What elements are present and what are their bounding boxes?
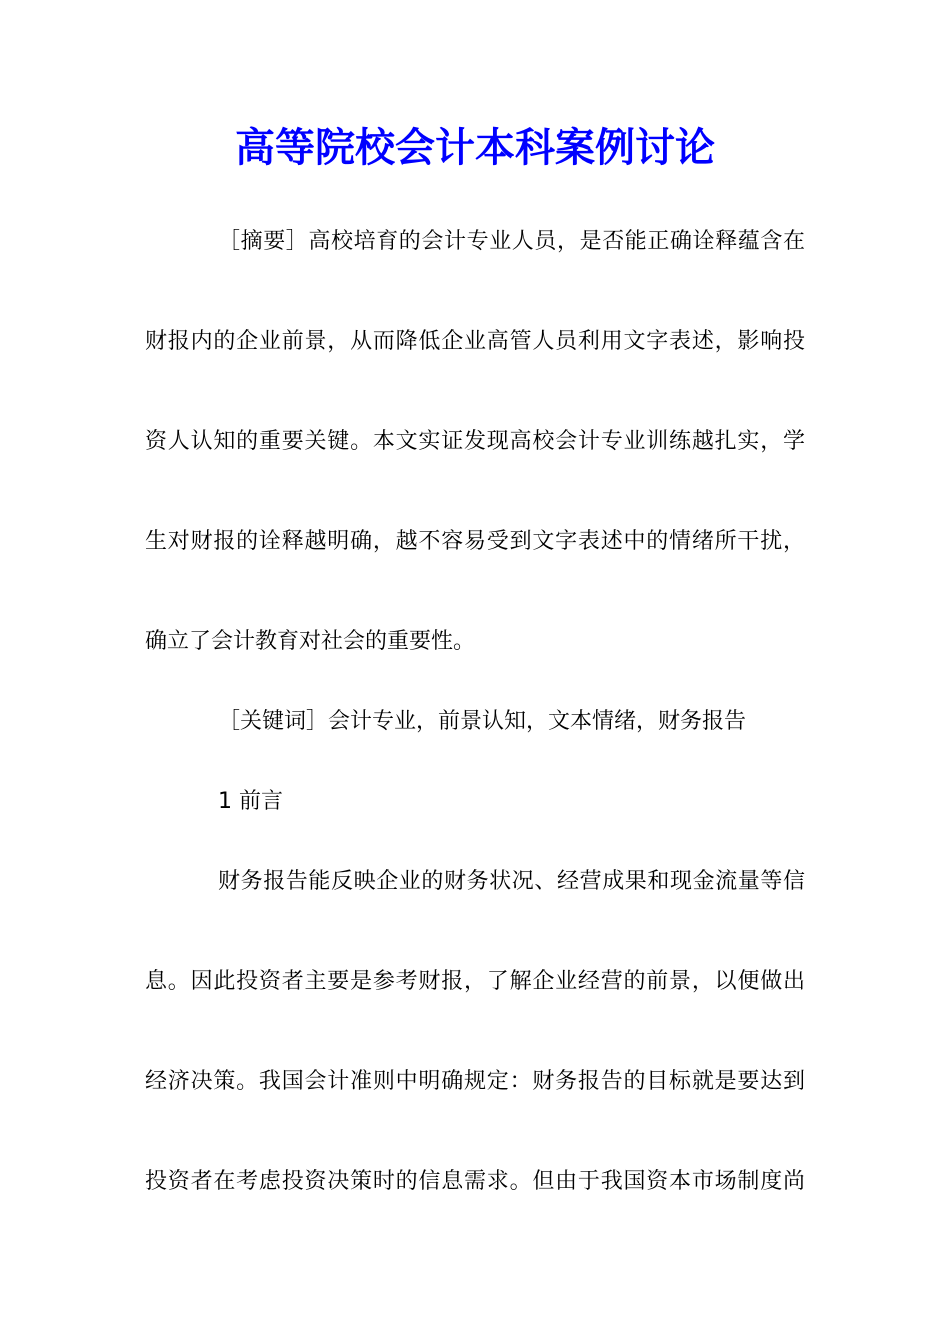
- keywords-line: ［关键词］会计专业，前景认知，文本情绪，财务报告: [218, 709, 747, 734]
- abstract-line: 确立了会计教育对社会的重要性。: [145, 629, 476, 654]
- body-line: 投资者在考虑投资决策时的信息需求。但由于我国资本市场制度尚: [145, 1169, 805, 1194]
- abstract-line: 财报内的企业前景，从而降低企业高管人员利用文字表述，影响投: [145, 329, 805, 354]
- body-line: 息。因此投资者主要是参考财报，了解企业经营的前景，以便做出: [145, 969, 805, 994]
- section-heading: 1 前言: [218, 789, 283, 814]
- body-line: 财务报告能反映企业的财务状况、经营成果和现金流量等信: [218, 869, 805, 894]
- document-title: 高等院校会计本科案例讨论: [235, 124, 715, 171]
- abstract-line: ［摘要］高校培育的会计专业人员，是否能正确诠释蕴含在: [218, 229, 805, 254]
- abstract-line: 资人认知的重要关键。本文实证发现高校会计专业训练越扎实，学: [145, 429, 805, 454]
- abstract-line: 生对财报的诠释越明确，越不容易受到文字表述中的情绪所干扰，: [145, 529, 805, 554]
- body-line: 经济决策。我国会计准则中明确规定：财务报告的目标就是要达到: [145, 1069, 805, 1094]
